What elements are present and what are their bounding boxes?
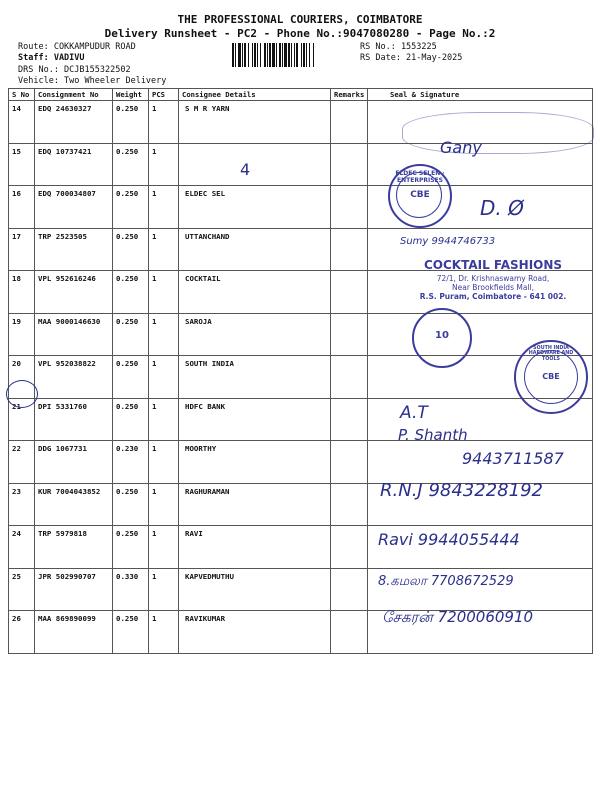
cell-weight: 0.250: [113, 101, 149, 144]
cell-weight: 0.250: [113, 313, 149, 356]
cell-weight: 0.250: [113, 186, 149, 229]
company-title: THE PROFESSIONAL COURIERS, COIMBATORE: [177, 13, 423, 26]
cell-remarks: [331, 356, 368, 399]
cell-remarks: [331, 441, 368, 484]
cell-remarks: [331, 398, 368, 441]
signature-row-22: P. Shanth: [398, 426, 468, 444]
staff-label: Staff: VADIVU: [18, 53, 85, 63]
cell-consignment-no: JPR 502990707: [35, 568, 113, 611]
cell-consignment-no: TRP 5979818: [35, 526, 113, 569]
barcode: [232, 43, 354, 67]
route-label: Route: COKKAMPUDUR ROAD: [18, 42, 136, 52]
cell-consignee: MOORTHY: [179, 441, 331, 484]
cell-consignee: HDFC BANK: [179, 398, 331, 441]
col-header-seal-signature: Seal & Signature: [368, 89, 593, 101]
cell-consignee: RAVIKUMAR: [179, 611, 331, 654]
rs-number: RS No.: 1553225: [360, 42, 437, 52]
cell-consignee: SOUTH INDIA: [179, 356, 331, 399]
cell-pcs: 1: [149, 228, 179, 271]
col-header-weight: Weight: [113, 89, 149, 101]
cell-sno: 15: [9, 143, 35, 186]
signature-row-17: Sumy 9944746733: [400, 236, 496, 247]
signature-row-24: Ravi 9944055444: [378, 530, 520, 549]
cell-pcs: 1: [149, 143, 179, 186]
cell-sno: 26: [9, 611, 35, 654]
cell-remarks: [331, 186, 368, 229]
cell-sno: 17: [9, 228, 35, 271]
cell-sno: 21: [9, 398, 35, 441]
signature-row-26: சேகரன் 7200060910: [382, 608, 534, 626]
cell-remarks: [331, 313, 368, 356]
south-india-stamp: SOUTH INDIA HARDWARE AND TOOLS CBE: [514, 340, 588, 414]
cell-consignment-no: MAA 869890099: [35, 611, 113, 654]
col-header-remarks: Remarks: [331, 89, 368, 101]
cell-pcs: 1: [149, 441, 179, 484]
cell-consignment-no: DDG 1067731: [35, 441, 113, 484]
cell-weight: 0.250: [113, 526, 149, 569]
cell-remarks: [331, 526, 368, 569]
cell-pcs: 1: [149, 186, 179, 229]
cell-weight: 0.250: [113, 356, 149, 399]
signature-row-16: D. Ø: [480, 196, 524, 220]
cell-pcs: 1: [149, 568, 179, 611]
cell-sno: 19: [9, 313, 35, 356]
cell-consignee: UTTANCHAND: [179, 228, 331, 271]
cell-remarks: [331, 271, 368, 314]
signature-row-23: R.N.J 9843228192: [380, 480, 543, 501]
runsheet-subtitle: Delivery Runsheet - PC2 - Phone No.:9047080280 - Page No.:2: [104, 27, 496, 40]
cell-consignment-no: EDQ 700034807: [35, 186, 113, 229]
vehicle-label: Vehicle: Two Wheeler Delivery: [18, 76, 167, 86]
cell-consignee: RAVI: [179, 526, 331, 569]
cell-pcs: 1: [149, 101, 179, 144]
cell-remarks: [331, 228, 368, 271]
cell-pcs: 1: [149, 398, 179, 441]
signature-row-21: A.T: [400, 403, 428, 423]
cell-sno: 20: [9, 356, 35, 399]
cell-consignee: COCKTAIL: [179, 271, 331, 314]
cell-pcs: 1: [149, 356, 179, 399]
cell-weight: 0.250: [113, 398, 149, 441]
cell-pcs: 1: [149, 313, 179, 356]
cell-weight: 0.250: [113, 483, 149, 526]
handwritten-mark-row-16: 4: [240, 160, 251, 179]
table-body: [9, 101, 593, 654]
cell-weight: 0.330: [113, 568, 149, 611]
drs-number: DRS No.: DCJB155322502: [18, 65, 131, 75]
cell-pcs: 1: [149, 483, 179, 526]
table-header-row: [9, 89, 593, 101]
cell-consignment-no: EDQ 10737421: [35, 143, 113, 186]
table-row: [9, 398, 593, 441]
signature-row-25: 8.கமலா 7708672529: [378, 574, 514, 589]
cocktail-stamp: COCKTAIL FASHIONS 72/1, Dr. Krishnaswamy Road, Near Brookfields Mall, R.S. Puram, Coimbatore - 641 002.: [419, 258, 567, 301]
cell-remarks: [331, 101, 368, 144]
cell-sno: 14: [9, 101, 35, 144]
table-row: [9, 313, 593, 356]
col-header-pcs: PCS: [149, 89, 179, 101]
cell-consignment-no: DPI 5331760: [35, 398, 113, 441]
cell-consignee: ELDEC SEL: [179, 186, 331, 229]
runsheet-table: [8, 88, 593, 654]
cell-consignment-no: MAA 9000146630: [35, 313, 113, 356]
cell-remarks: [331, 611, 368, 654]
col-header-consignee-details: Consignee Details: [179, 89, 331, 101]
cell-remarks: [331, 568, 368, 611]
col-header-sno: S No: [9, 89, 35, 101]
rs-date: RS Date: 21-May-2025: [360, 53, 463, 63]
table-row: [9, 356, 593, 399]
cell-remarks: [331, 143, 368, 186]
cell-pcs: 1: [149, 271, 179, 314]
cell-weight: 0.250: [113, 611, 149, 654]
cell-pcs: 1: [149, 611, 179, 654]
saroja-stamp: 10: [412, 308, 472, 368]
phone-row-22: 9443711587: [462, 449, 564, 468]
row-21-circle-mark: [6, 380, 38, 408]
cell-sno: 18: [9, 271, 35, 314]
cell-consignee: S M R YARN: [179, 101, 331, 144]
cell-consignment-no: TRP 2523505: [35, 228, 113, 271]
cell-weight: 0.250: [113, 143, 149, 186]
cell-remarks: [331, 483, 368, 526]
cell-consignment-no: VPL 952616246: [35, 271, 113, 314]
cell-consignee: KAPVEDMUTHU: [179, 568, 331, 611]
col-header-consignment-no: Consignment No: [35, 89, 113, 101]
signature-row-15: Gany: [440, 138, 482, 157]
cell-sno: 23: [9, 483, 35, 526]
cell-consignment-no: KUR 7004043852: [35, 483, 113, 526]
cell-weight: 0.250: [113, 271, 149, 314]
cell-consignee: SAROJA: [179, 313, 331, 356]
cell-consignee: RAGHURAMAN: [179, 483, 331, 526]
cell-consignment-no: VPL 952038822: [35, 356, 113, 399]
eldec-stamp: ELDEC SELEN · ENTERPRISES CBE: [388, 164, 452, 228]
cell-weight: 0.230: [113, 441, 149, 484]
cell-sno: 24: [9, 526, 35, 569]
cell-weight: 0.250: [113, 228, 149, 271]
cell-consignment-no: EDQ 24630327: [35, 101, 113, 144]
cell-consignee: [179, 143, 331, 186]
cell-sno: 16: [9, 186, 35, 229]
cell-pcs: 1: [149, 526, 179, 569]
cell-sno: 22: [9, 441, 35, 484]
faint-stamp: [402, 112, 594, 154]
cell-sno: 25: [9, 568, 35, 611]
